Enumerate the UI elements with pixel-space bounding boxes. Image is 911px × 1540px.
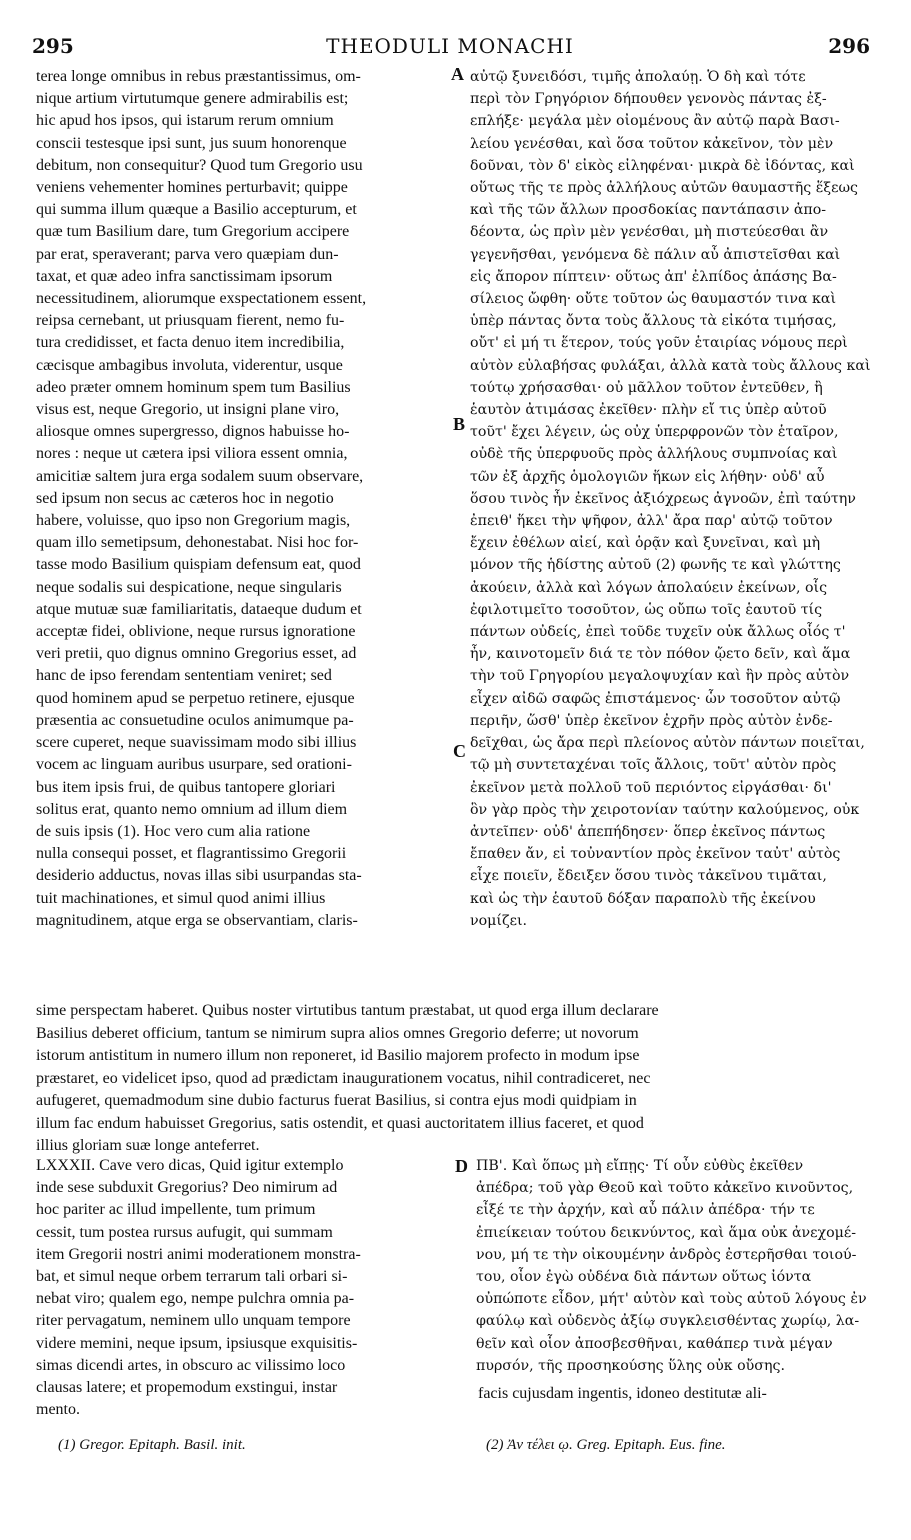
latin-text-line: hic apud hos ipsos, qui istarum rerum omnium xyxy=(36,112,334,130)
greek-text-line: δοῦναι, τὸν δ' εἰκὸς εἰληφέναι· μικρὰ δὲ ἰδόντας, καὶ xyxy=(470,157,855,174)
latin-text-line: cessit, tum postea rursus aufugit, qui summam xyxy=(36,1223,333,1241)
latin-text-line: necessitudinem, aliorumque exspectationem essent, xyxy=(36,290,367,308)
latin-text-line: mento. xyxy=(36,1401,80,1419)
greek-text-line: ἔπαθεν ἄν, εἰ τοὐναντίον πρὸς ἐκεῖνον ταὐτ' αὐτὸς xyxy=(470,846,841,863)
latin-text-line: habere, voluisse, quo ipso non Gregorium magis, xyxy=(36,512,351,530)
greek-text-line: δεῖχθαι, ὡς ἄρα περὶ πλείονος αὐτὸν πάντων ποιεῖται, xyxy=(470,735,865,752)
full-width-text-line: istorum antistitum in numero illum non reponeret, id Basilio majorem profecto in modum ipse xyxy=(36,1047,640,1064)
greek-text-line: τὴν τοῦ Γρηγορίου μεγαλοψυχίαν καὶ ἣν πρὸς αὐτὸν xyxy=(470,668,850,685)
greek-text-line: επλήξε· μεγάλα μὲν οἰομένους ἂν αὐτῷ παρὰ Βασι- xyxy=(470,113,840,130)
greek-text-line: ἀπέδρα; τοῦ γὰρ Θεοῦ καὶ τοῦτο κἀκεῖνο κινοῦντος, xyxy=(476,1180,854,1197)
margin-marker-a: A xyxy=(451,64,464,84)
greek-text-line: πάντων οὐδείς, ἐπεὶ τοῦδε τυχεῖν οὐκ ἄλλως οἷός τ' xyxy=(470,624,846,641)
latin-text-line: LXXXII. Cave vero dicas, Quid igitur extemplo xyxy=(36,1157,344,1174)
latin-column-top xyxy=(36,66,448,932)
latin-text-line: aliosque omnes supergresso, dignos habuisse ho- xyxy=(36,423,350,441)
latin-text-line: de suis ipsis (1). Hoc vero cum alia ratione xyxy=(36,822,311,840)
full-width-text-line: illius gloriam suæ longe anteferret. xyxy=(36,1137,260,1154)
latin-text-line: bus item ipsis frui, de quibus tantopere gloriari xyxy=(36,778,336,796)
latin-text-line: desiderio adductus, novas illas sibi usurpandas sta- xyxy=(36,867,362,885)
greek-text-line: εἶξέ τε τὴν ἀρχήν, καὶ αὖ πάλιν ἀπέδρα· τήν τε xyxy=(476,1202,815,1219)
latin-text-line: debitum, non consequitur? Quod tum Gregorio usu xyxy=(36,156,363,174)
greek-text-line: εἶχεν αἰδῶ σαφῶς ἐπιστάμενος· ὧν τοσοῦτον αὐτῷ xyxy=(470,690,841,707)
latin-text-line: amicitiæ saltem jura erga sodalem suum observare, xyxy=(36,467,364,485)
greek-text-line: περὶ τὸν Γρηγόριον δήπουθεν γενονὸς πάντας ἐξ- xyxy=(470,91,827,108)
latin-text-line: nebat viro; qualem ego, nempe pulchra omnia pa- xyxy=(36,1290,355,1308)
latin-text-line: par erat, speraverant; parva vero quæpiam dun- xyxy=(36,245,339,263)
latin-text-line: tasse modo Basilium quispiam defensum eat, quod xyxy=(36,556,361,574)
latin-text-line: veri pretii, quo dignus omnino Gregorius esset, ad xyxy=(36,645,357,663)
latin-text-line: vocem ac linguam auribus usurpare, sed orationi- xyxy=(36,756,352,774)
running-title: THEODULI MONACHI xyxy=(326,34,574,58)
greek-column-bottom xyxy=(476,1155,876,1377)
greek-text-line: αὐτὸν εὐλαβήσας φυλάξαι, ἀλλὰ κατὰ τοὺς ἄλλους καὶ xyxy=(470,357,871,374)
latin-text-line: quæ tum Basilium dare, tum Gregorium accipere xyxy=(36,223,350,241)
latin-text-line: tura credidisset, et facta denuo item incredibilia, xyxy=(36,334,345,352)
greek-text-line: πυρσόν, τῆς προσηκούσης ὕλης οὐκ οὔσης. xyxy=(476,1357,785,1374)
latin-text-line: inde sese subduxit Gregorius? Deo nimirum ad xyxy=(36,1179,338,1197)
latin-text-line: nulla consequi posset, et flagrantissimo Gregorii xyxy=(36,845,347,863)
full-width-text-line: præstaret, eo videlicet ipso, quod ad prædictam inaugurationem vocatus, nihil contradiceret, nec xyxy=(36,1069,651,1087)
left-page-number: 295 xyxy=(32,34,74,58)
full-width-paragraph xyxy=(36,1000,876,1158)
greek-text-line: λείου γενέσθαι, καὶ ὅσα τοῦτον κἀκεῖνον, τὸν μὲν xyxy=(470,135,834,152)
greek-text-line: ἀντεῖπεν· οὐδ' ἀπεπήδησεν· ὅπερ ἐκεῖνος πάντως xyxy=(470,823,826,840)
latin-text-line: simas dicendi artes, in obscuro ac vilissimo loco xyxy=(36,1356,346,1374)
greek-text-line: δέοντα, ὡς πρὶν μὲν γενέσθαι, μὴ πιστεύεσθαι ἂν xyxy=(470,224,829,241)
latin-text-line: qui summa illum quæque a Basilio accepturum, et xyxy=(36,201,357,219)
greek-text-line: ἐπειθ' ἥκει τὴν ψῆφον, ἀλλ' ἄρα παρ' αὐτῷ τοῦτον xyxy=(470,513,833,530)
latin-text-line: videre memini, neque ipsum, ipsiusque exquisitis- xyxy=(36,1334,358,1352)
latin-text-line: hanc de ipso ferendam sententiam veniret; sed xyxy=(36,667,332,685)
greek-text-line: τῶν ἐξ ἀρχῆς ὁμολογιῶν ἥκων εἰς λήθην· οὐδ' αὖ xyxy=(470,468,825,485)
greek-text-line: ἔχειν ἐθέλων αἰεί, καὶ ὁρᾷν καὶ ξυνεῖναι, καὶ μὴ xyxy=(470,535,821,552)
margin-marker-b: B xyxy=(453,414,466,434)
latin-text-line: conscii testesque ipsi sunt, jus suum honorenque xyxy=(36,134,347,152)
greek-text-line: ΠΒ'. Καὶ ὅπως μὴ εἴπῃς· Τί οὖν εὐθὺς ἐκεῖθεν xyxy=(476,1158,804,1174)
greek-text-line: νου, μή τε τὴν οἰκουμένην ἀνδρὸς ἐστερῆσθαι τοιού- xyxy=(476,1246,857,1263)
greek-text-line: ἑαυτὸν ἀτιμάσας ἐκεῖθεν· πλὴν εἴ τις ὑπὲρ αὐτοῦ xyxy=(470,402,827,419)
page-header xyxy=(30,34,870,64)
greek-text-line: φαύλῳ καὶ οὐδενὸς ἀξίῳ συγκλεισθέντας χωρίῳ, λα- xyxy=(476,1313,860,1330)
greek-text-line: οὕτως τῆς τε πρὸς ἀλλήλους αὐτῶν θαυμαστῆς ἕξεως xyxy=(470,180,858,197)
greek-text-line: ἐκεῖνον μετὰ πολλοῦ τοῦ περιόντος εἰργάσθαι· δι' xyxy=(470,779,832,796)
full-width-text-line: illum fac endum habuisset Gregorius, satis ostendit, et quasi auctoritatem illius faceret, et quod xyxy=(36,1114,644,1132)
latin-text-line: nique artium virtutumque genere admirabilis est; xyxy=(36,90,349,108)
latin-text-line: hoc pariter ac illud impellente, tum primum xyxy=(36,1201,316,1219)
latin-text-line: sed ipsum non secus ac cæteros hoc in negotio xyxy=(36,489,334,507)
latin-text-line: terea longe omnibus in rebus præstantissimus, om- xyxy=(36,68,361,85)
latin-text-line: nores : neque ut cætera ipsi viliora essent omnia, xyxy=(36,445,348,463)
latin-text-line: riter pervagatum, neminem ullo unquam tempore xyxy=(36,1312,351,1330)
latin-text-line: neque sodalis sui despicatione, neque singularis xyxy=(36,578,342,596)
full-width-text-line: Basilius deberet officium, tantum se nimirum supra alios omnes Gregorio deferre; ut novorum xyxy=(36,1024,639,1042)
greek-text-line: μόνον τῆς ἡδίστης αὐτοῦ (2) φωνῆς τε καὶ γλώττης xyxy=(470,557,841,574)
greek-text-line: γεγενῆσθαι, γενόμενα δὲ πάλιν αὖ ἀπιστεῖσθαι καὶ xyxy=(470,246,841,263)
greek-text-line: οὐπώποτε εἶδον, μήτ' αὐτὸν καὶ τοὺς αὐτοῦ λόγους ἐν xyxy=(476,1291,867,1308)
latin-text-line: scere cuperet, neque suavissimam modo sibi illius xyxy=(36,734,357,752)
greek-text-line: εἰς ἄπορον πίπτειν· οὕτως ἀπ' ἐλπίδος ἁπάσης Βα- xyxy=(470,268,837,285)
latin-tail-line: facis cujusdam ingentis, idoneo destitutæ ali- xyxy=(478,1385,767,1402)
greek-text-line: αὐτῷ ξυνειδόσι, τιμῆς ἀπολαύῃ. Ὁ δὴ καὶ τότε xyxy=(470,69,806,85)
latin-text-line: taxat, et quæ adeo infra sanctissimam ipsorum xyxy=(36,267,333,285)
full-width-text-line: sime perspectam haberet. Quibus noster virtutibus tantum præstabat, ut quod erga illum declarare xyxy=(36,1002,659,1019)
full-width-text-line: aufugeret, quemadmodum sine dubio facturus fuerat Basilius, si contra ejus modi quidpiam in xyxy=(36,1092,637,1109)
greek-text-line: τοῦτ' ἔχει λέγειν, ὡς οὐχ ὑπερφρονῶν τὸν ἑταῖρον, xyxy=(470,424,839,441)
greek-text-line: περιῆν, ὥσθ' ὑπὲρ ἐκεῖνον ἐχρῆν πρὸς αὐτὸν ἐνδε- xyxy=(470,712,833,729)
latin-text-line: cæcisque ambagibus involuta, viderentur, usque xyxy=(36,356,343,374)
greek-text-line: του, οἷον ἐγὼ οὐδένα διὰ πάντων οὕτως ἰόντα xyxy=(476,1269,812,1286)
greek-text-line: καὶ τῆς τῶν ἄλλων προσδοκίας παντάπασιν ἀπο- xyxy=(470,202,827,219)
latin-text-line: atque mutuæ suæ familiaritatis, dataeque dudum et xyxy=(36,600,362,618)
greek-text-line: ἀκούειν, ἀλλὰ καὶ λόγων ἀπολαύειν ἐκείνων, οἷς xyxy=(470,579,828,596)
latin-text-line: veniens vehementer homines perturbavit; quippe xyxy=(36,179,348,197)
margin-marker-d: D xyxy=(455,1156,468,1176)
greek-text-line: νομίζει. xyxy=(470,912,528,929)
greek-column-top xyxy=(470,66,876,932)
latin-text-line: visus est, neque Gregorio, ut insigni plane viro, xyxy=(36,401,340,419)
latin-text-line: reipsa cernebant, ut priusquam fierent, nemo fu- xyxy=(36,312,345,330)
greek-text-line: θεῖν καὶ οἷον ἀποσβεσθῆναι, καθάπερ τινὰ μέγαν xyxy=(476,1335,833,1352)
latin-text-line: quam illo semetipsum, dehonestabat. Nisi hoc for- xyxy=(36,534,359,552)
greek-text-line: καὶ ὡς τὴν ἑαυτοῦ δόξαν παραπολὺ τῆς ἐκείνου xyxy=(470,890,816,907)
footnote-left: (1) Gregor. Epitaph. Basil. init. xyxy=(58,1437,246,1453)
greek-text-line: τούτῳ χρήσασθαι· οὐ μᾶλλον τοῦτον ἐντεῦθεν, ἢ xyxy=(470,379,823,396)
latin-text-line: item Gregorii nostri animi moderationem monstra- xyxy=(36,1245,361,1263)
latin-text-line: clausas latere; et propemodum exstingui, instar xyxy=(36,1379,338,1397)
greek-text-line: τῷ μὴ συντεταχέναι τοῖς ἄλλοις, τοῦτ' αὐτὸν πρὸς xyxy=(470,757,837,774)
latin-text-line: præsentia ac consuetudine oculos animumque pa- xyxy=(36,711,354,729)
latin-text-line: tuit machinationes, et simul quod animi illius xyxy=(36,889,326,907)
greek-text-line: ἐπιείκειαν τούτου δεικνύντος, καὶ ἅμα οὐκ ἀνεχομέ- xyxy=(476,1224,857,1241)
latin-text-line: solitus erat, quanto nemo omnium ad illum diem xyxy=(36,800,348,818)
latin-column-bottom xyxy=(36,1155,448,1421)
greek-text-line: εἶχε ποιεῖν, ἔδειξεν ὅσου τινὸς τἀκεῖνου τιμᾶται, xyxy=(470,868,827,885)
latin-text-line: bat, et simul neque orbem terrarum tali orbari si- xyxy=(36,1268,348,1286)
greek-text-line: ὑπὲρ πάντας ὄντα τοὺς ἄλλους τὰ εἰκότα τιμήσας, xyxy=(470,313,837,330)
greek-text-line: ὅσου τινὸς ἦν ἐκεῖνος ἀξιόχρεως ἀγνοῶν, ἐπὶ ταύτην xyxy=(470,490,856,507)
footnote-right: (2) Ἀν τέλει ῳ. Greg. Epitaph. Eus. fine. xyxy=(486,1437,726,1453)
greek-text-line: ἐφιλοτιμεῖτο τοσοῦτον, ὡς οὔπω τοῖς ἑαυτοῦ τίς xyxy=(470,601,823,618)
latin-text-line: magnitudinem, atque erga se observantiam, claris- xyxy=(36,911,358,929)
latin-text-line: adeo præter omnem hominum spem tum Basilius xyxy=(36,378,351,396)
greek-text-line: σίλειος ὤφθη· οὔτε τοῦτον ὡς θαυμαστόν τινα καὶ xyxy=(470,291,837,308)
latin-text-line: acceptæ fidei, oblivione, neque rursus ignoratione xyxy=(36,623,356,641)
greek-text-line: ἦν, καινοτομεῖν διά τε τὸν πόθον ᾤετο δεῖν, καὶ ἅμα xyxy=(470,646,851,663)
greek-text-line: οὔτ' εἰ μή τι ἕτερον, τούς γοῦν ἑταιρίας νόμους περὶ xyxy=(470,335,848,352)
greek-text-line: ὃν γὰρ πρὸς τὴν χειροτονίαν ταύτην καλούμενος, οὐκ xyxy=(470,801,860,818)
margin-marker-c: C xyxy=(453,741,466,761)
greek-text-line: οὐδὲ τῆς ὑπερφυοῦς πρὸς ἀλλήλους συμπνοίας καὶ xyxy=(470,446,838,463)
right-page-number: 296 xyxy=(828,34,870,58)
latin-text-line: quod hominem apud se perpetuo retinere, ejusque xyxy=(36,689,355,707)
